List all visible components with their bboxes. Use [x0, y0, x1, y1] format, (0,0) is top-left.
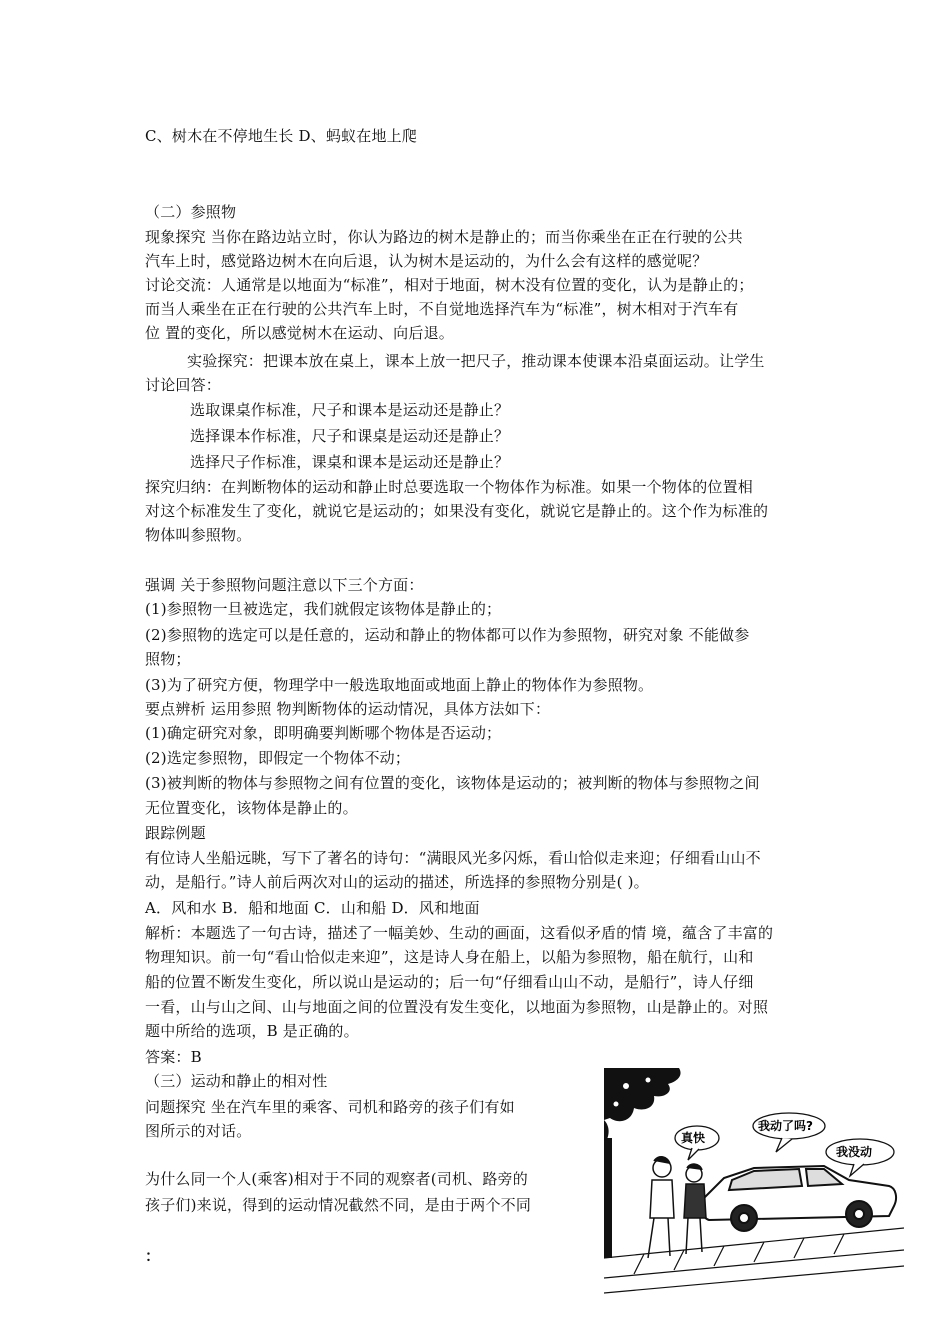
- car-dialogue-cartoon: [604, 1068, 904, 1300]
- text-line: 讨论交流：人通常是以地面为“标准”，相对于地面，树木没有位置的变化，认为是静止的；: [145, 276, 754, 294]
- text-line: 实验探究：把课本放在桌上，课本上放一把尺子，推动课本使课本沿桌面运动。让学生: [187, 352, 765, 370]
- text-line: 讨论回答：: [145, 376, 222, 394]
- list-item: (1)确定研究对象，即明确要判断哪个物体是否运动；: [145, 724, 502, 742]
- answer-options: A．风和水 B．船和地面 C．山和船 D．风和地面: [145, 899, 480, 917]
- option-line-cd: C、树木在不停地生长 D、蚂蚁在地上爬: [145, 127, 418, 145]
- text-line: 一看，山与山之间、山与地面之间的位置没有发生变化，以地面为参照物，山是静止的。对照: [145, 998, 769, 1016]
- section-heading-relativity: （三）运动和静止的相对性: [145, 1072, 328, 1090]
- list-item: (3)为了研究方便，物理学中一般选取地面或地面上静止的物体作为参照物。: [145, 676, 654, 694]
- question-line: 选择尺子作标准，课桌和课本是运动还是静止？: [190, 453, 510, 471]
- text-line: 解析：本题选了一句古诗，描述了一幅美妙、生动的画面，这看似矛盾的情 境，蕴含了丰富的: [145, 924, 774, 942]
- text-line: 船的位置不断发生变化，所以说山是运动的；后一句“仔细看山山不动，是船行”，诗人仔细: [145, 973, 754, 991]
- list-item: (3)被判断的物体与参照物之间有位置的变化，该物体是运动的；被判断的物体与参照物之间: [145, 774, 760, 792]
- text-line: 无位置变化，该物体是静止的。: [145, 799, 358, 817]
- text-line-end: ：: [145, 1247, 161, 1265]
- bubble-text-fast: 真快: [681, 1131, 706, 1145]
- text-line: 对这个标准发生了变化，就说它是运动的；如果没有变化，就说它是静止的。这个作为标准的: [145, 502, 769, 520]
- question-line: 选择课本作标准，尺子和课桌是运动还是静止？: [190, 427, 510, 445]
- list-item: (2)参照物的选定可以是任意的，运动和静止的物体都可以作为参照物，研究对象 不能做参: [145, 626, 750, 644]
- question-line: 选取课桌作标准，尺子和课本是运动还是静止？: [190, 401, 510, 419]
- text-line: 而当人乘坐在正在行驶的公共汽车上时，不自觉地选择汽车为“标准”，树木相对于汽车有: [145, 300, 739, 318]
- text-line: 动，是船行。”诗人前后两次对山的运动的描述，所选择的参照物分别是( )。: [145, 873, 649, 891]
- answer-line: 答案：B: [145, 1048, 202, 1066]
- text-line: 问题探究 坐在汽车里的乘客、司机和路旁的孩子们有如: [145, 1098, 515, 1116]
- text-line: 为什么同一个人(乘客)相对于不同的观察者(司机、路旁的: [145, 1170, 528, 1188]
- text-line: 物体叫参照物。: [145, 526, 252, 544]
- text-line: 汽车上时，感觉路边树木在向后退，认为树木是运动的，为什么会有这样的感觉呢？: [145, 252, 708, 270]
- text-line: 现象探究 当你在路边站立时，你认为路边的树木是静止的；而当你乘坐在正在行驶的公共: [145, 228, 743, 246]
- car: [702, 1166, 896, 1231]
- text-line: 图所示的对话。: [145, 1122, 252, 1140]
- text-line: 题中所给的选项，B 是正确的。: [145, 1022, 359, 1040]
- list-item: (1)参照物一旦被选定，我们就假定该物体是静止的；: [145, 600, 502, 618]
- text-line: 位 置的变化，所以感觉树木在运动、向后退。: [145, 324, 454, 342]
- text-line: 物理知识。前一句“看山恰似走来迎”，这是诗人身在船上，以船为参照物，船在航行，山和: [145, 948, 754, 966]
- list-item: (2)选定参照物，即假定一个物体不动；: [145, 749, 411, 767]
- sidewalk: [604, 1228, 904, 1293]
- text-line: 孩子们)来说，得到的运动情况截然不同，是由于两个不同: [145, 1196, 532, 1214]
- section-heading-reference: （二）参照物: [145, 203, 237, 221]
- children-figures: [648, 1157, 706, 1258]
- text-line: 强调 关于参照物问题注意以下三个方面：: [145, 576, 424, 594]
- tree-trunk: [604, 1138, 612, 1258]
- text-line: 照物；: [145, 650, 191, 668]
- text-line: 要点辨析 运用参照 物判断物体的运动情况，具体方法如下：: [145, 700, 551, 718]
- tree-foliage: [604, 1068, 681, 1144]
- bubble-text-i-didnt-move: 我没动: [836, 1145, 873, 1159]
- bubble-text-did-i-move: 我动了吗?: [758, 1119, 813, 1133]
- section-heading-example: 跟踪例题: [145, 824, 206, 842]
- text-line: 有位诗人坐船远眺，写下了著名的诗句：“满眼风光多闪烁，看山恰似走来迎；仔细看山山不: [145, 849, 761, 867]
- text-line: 探究归纳：在判断物体的运动和静止时总要选取一个物体作为标准。如果一个物体的位置相: [145, 478, 754, 496]
